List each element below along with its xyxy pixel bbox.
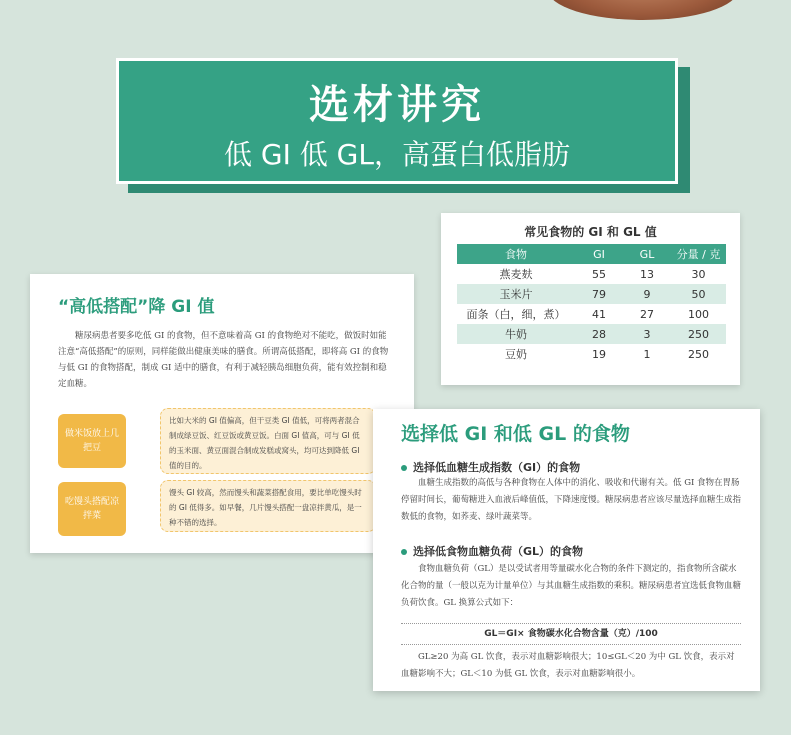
table-cell: 27 [623, 304, 671, 324]
header-banner [116, 58, 678, 184]
table-header-row [457, 244, 726, 264]
table-row [457, 284, 726, 304]
table-cell: 1 [623, 344, 671, 364]
gl-level-footer: GL≥20 为高 GL 饮食，表示对血糖影响很大；10≤GL＜20 为中 GL 饮食，表示对血糖影响不大；GL＜10 为低 GL 饮食，表示对血糖影响很小。 [401, 652, 735, 679]
table-cell: 28 [575, 324, 623, 344]
bullet-dot-icon [401, 465, 407, 471]
section-gi-heading [401, 459, 580, 475]
section-gl-body: 食物血糖负荷（GL）是以受试者用等量碳水化合物的条件下测定的，指食物所含碳水化合物的量（一般以克为计量单位）与其血糖生成指数的乘积。糖尿病患者宜选低食物血糖负荷饮食。GL 换算公式如下： [401, 564, 742, 608]
bullet-dot-icon [401, 549, 407, 555]
gi-gl-table-card [441, 213, 740, 385]
table-header-cell: GL [623, 244, 671, 264]
table-cell: 41 [575, 304, 623, 324]
table-header-cell: GI [575, 244, 623, 264]
gi-gl-table [457, 244, 726, 364]
table-header-cell: 食物 [457, 244, 575, 264]
left-card-title: “高低搭配”降 GI 值 [58, 297, 215, 317]
table-cell: 55 [575, 264, 623, 284]
table-title: 常见食物的 GI 和 GL 值 [524, 225, 657, 239]
table-cell: 30 [671, 264, 726, 284]
table-cell: 玉米片 [457, 284, 575, 304]
table-cell: 3 [623, 324, 671, 344]
section-gl-heading [401, 543, 583, 559]
right-card-title: 选择低 GI 和低 GL 的食物 [401, 423, 630, 445]
banner-title: 选材讲究 [309, 82, 485, 128]
table-cell: 面条（白，细，煮） [457, 304, 575, 324]
table-row [457, 344, 726, 364]
table-cell: 19 [575, 344, 623, 364]
table-cell: 50 [671, 284, 726, 304]
table-cell: 250 [671, 344, 726, 364]
banner-subtitle: 低 GI 低 GL，高蛋白低脂肪 [224, 138, 570, 171]
tip-label-bun-salad: 吃馒头搭配凉拌菜 [58, 482, 126, 536]
tip-label-rice-beans: 做米饭放上几把豆 [58, 414, 126, 468]
left-card-body: 糖尿病患者要多吃低 GI 的食物，但不意味着高 GI 的食物绝对不能吃，做饭时如能注意“高低搭配”的原则，同样能做出健康美味的膳食。所谓高低搭配，即将高 GI 的食物与低 GI 的食物搭配，制成 GI 适中的膳食，有利于减轻胰岛细胞负荷，能有效控制和稳定血糖。 [58, 331, 389, 389]
section-gi-body: 血糖生成指数的高低与各种食物在人体中的消化、吸收和代谢有关。低 GI 食物在胃肠停留时间长，葡萄糖进入血液后峰值低，下降速度慢。糖尿病患者应该尽量选择血糖生成指数低的食物，如荞麦、绿叶蔬菜等。 [401, 478, 742, 522]
gl-formula: GL＝GI× 食物碳水化合物含量（克）/100 [401, 623, 741, 645]
table-row [457, 324, 726, 344]
food-photo-corner [548, 0, 738, 20]
tip-text-bun-salad: 馒头 GI 较高，然而馒头和蔬菜搭配食用，要比单吃馒头时的 GI 低得多。如早餐，几片馒头搭配一盘凉拌黄瓜，是一种不错的选择。 [160, 480, 376, 532]
table-cell: 13 [623, 264, 671, 284]
table-cell: 燕麦麸 [457, 264, 575, 284]
table-row [457, 264, 726, 284]
table-cell: 79 [575, 284, 623, 304]
table-header-cell: 分量 / 克 [671, 244, 726, 264]
section-gl-heading-text: 选择低食物血糖负荷（GL）的食物 [413, 545, 584, 558]
tip-text-rice-beans: 比如大米的 GI 值偏高，但干豆类 GI 值低，可将两者混合制成绿豆饭、红豆饭或黄豆饭。白面 GI 值高，可与 GI 低的玉米面、黄豆面混合制成发糕或窝头，均可达到降低 GI 值的目的。 [160, 408, 376, 474]
table-cell: 100 [671, 304, 726, 324]
table-cell: 豆奶 [457, 344, 575, 364]
high-low-pairing-card [30, 274, 414, 553]
table-row [457, 304, 726, 324]
table-cell: 9 [623, 284, 671, 304]
table-cell: 250 [671, 324, 726, 344]
low-gi-gl-card [373, 409, 760, 691]
section-gi-heading-text: 选择低血糖生成指数（GI）的食物 [413, 461, 581, 474]
table-cell: 牛奶 [457, 324, 575, 344]
